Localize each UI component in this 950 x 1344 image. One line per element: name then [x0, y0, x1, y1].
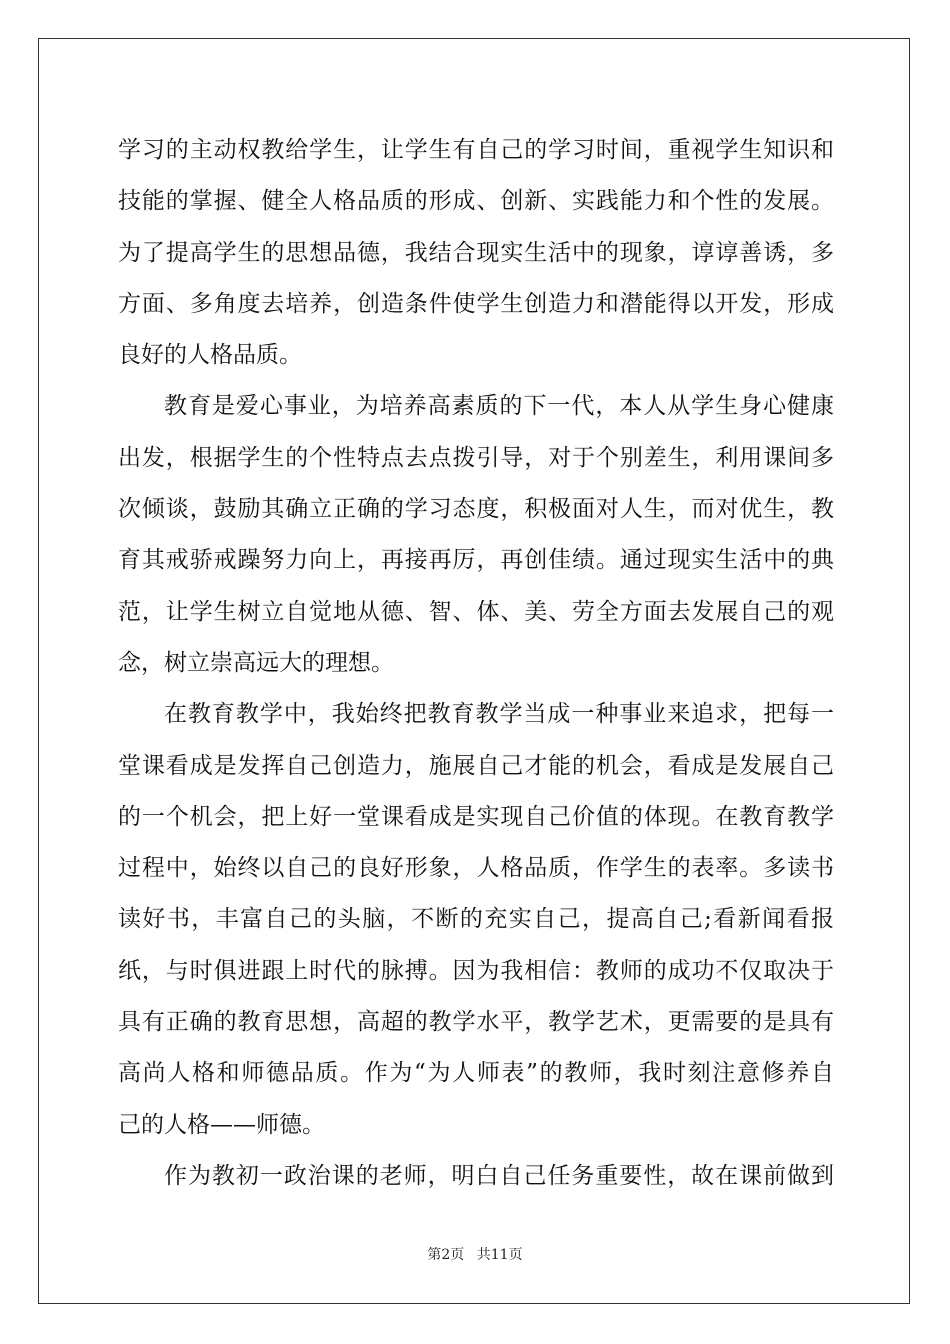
text-line: 方面、多角度去培养，创造条件使学生创造力和潜能得以开发，形成 [118, 290, 834, 317]
text-line: 学习的主动权教给学生，让学生有自己的学习时间，重视学生知识和 [118, 137, 834, 163]
text-line: 堂课看成是发挥自己创造力，施展自己才能的机会，看成是发展自己 [118, 752, 834, 779]
text-line: 念，树立崇高远大的理想。 [118, 649, 394, 676]
page-number: 第2页 [427, 1247, 465, 1263]
text-line: 读好书，丰富自己的头脑，不断的充实自己，提高自己;看新闻看报 [118, 906, 834, 933]
text-line: 良好的人格品质。 [118, 342, 302, 369]
text-line: 次倾谈，鼓励其确立正确的学习态度，积极面对人生，而对优生，教 [118, 496, 834, 523]
paragraph-first-line: 作为教初一政治课的老师，明白自己任务重要性，故在课前做到 [164, 1162, 834, 1189]
text-line: 己的人格——师德。 [118, 1111, 325, 1138]
paragraph-first-line: 在教育教学中，我始终把教育教学当成一种事业来追求，把每一 [164, 701, 834, 728]
text-line: 育其戒骄戒躁努力向上，再接再厉，再创佳绩。通过现实生活中的典 [118, 547, 834, 574]
paragraph-first-line: 教育是爱心事业，为培养高素质的下一代，本人从学生身心健康 [164, 393, 834, 420]
text-line: 的一个机会，把上好一堂课看成是实现自己价值的体现。在教育教学 [118, 803, 834, 830]
text-line: 范，让学生树立自觉地从德、智、体、美、劳全方面去发展自己的观 [118, 598, 834, 625]
page-footer [0, 1244, 950, 1264]
page-total: 共11页 [476, 1247, 523, 1263]
text-line: 为了提高学生的思想品德，我结合现实生活中的现象，谆谆善诱，多 [118, 239, 834, 266]
text-line: 出发，根据学生的个性特点去点拨引导，对于个别差生，利用课间多 [118, 444, 834, 471]
text-line: 高尚人格和师德品质。作为“为人师表”的教师，我时刻注意修养自 [118, 1060, 834, 1087]
text-line: 纸，与时俱进跟上时代的脉搏。因为我相信：教师的成功不仅取决于 [118, 957, 834, 984]
text-line: 技能的掌握、健全人格品质的形成、创新、实践能力和个性的发展。 [118, 188, 834, 215]
text-line: 具有正确的教育思想，高超的教学水平，教学艺术，更需要的是具有 [118, 1009, 834, 1036]
text-line: 过程中，始终以自己的良好形象，人格品质，作学生的表率。多读书 [118, 855, 834, 882]
document-body [118, 125, 834, 1202]
